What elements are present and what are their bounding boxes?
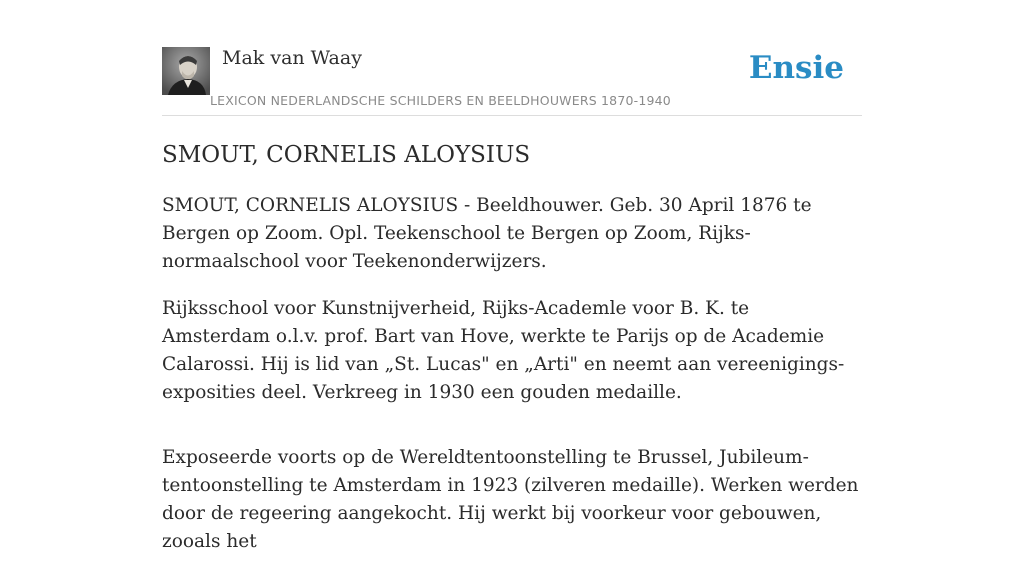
article-paragraph: SMOUT, CORNELIS ALOYSIUS - Beeldhouwer. Geb. 30 April 1876 te Bergen op Zoom. Opl. Teekenschool te Bergen op Zoom, Rijks-normaalschool voor Teekenonderwijzers. xyxy=(162,195,812,272)
article-paragraph: Exposeerde voorts op de Wereldtentoonstelling te Brussel, Jubileum-tentoonstelling te Amsterdam in 1923 (zilveren medaille). Werken werden door de regeering aangekocht. Hij werkt bij voorkeur voor gebouwen, zooals het xyxy=(162,447,859,552)
author-name[interactable]: Mak van Waay xyxy=(222,47,362,69)
author-avatar[interactable] xyxy=(162,47,210,95)
article-header xyxy=(162,0,862,116)
article-body xyxy=(162,192,862,575)
article-title: SMOUT, CORNELIS ALOYSIUS xyxy=(162,142,531,168)
author-portrait-icon xyxy=(162,47,210,95)
article-page xyxy=(162,0,862,552)
source-label[interactable]: LEXICON NEDERLANDSCHE SCHILDERS EN BEELDHOUWERS 1870-1940 xyxy=(210,93,671,108)
site-logo[interactable]: Ensie xyxy=(748,50,844,86)
article-paragraph: Rijksschool voor Kunstnijverheid, Rijks-Academle voor B. K. te Amsterdam o.l.v. prof. Bart van Hove, werkte te Parijs op de Academie Calarossi. Hij is lid van „St. Lucas" en „Arti" en neemt aan vereenigings-exposities deel. Verkreeg in 1930 een gouden medaille. xyxy=(162,298,845,403)
